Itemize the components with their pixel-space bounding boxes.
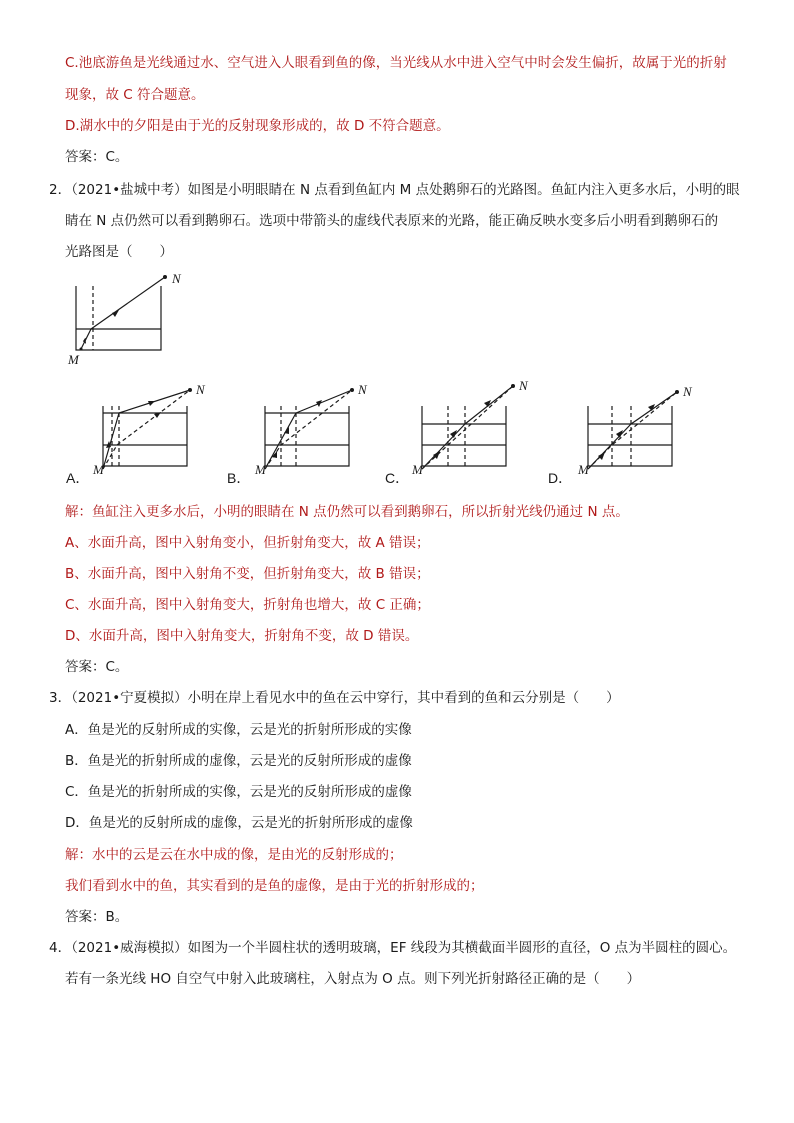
q3-answer: 答案：B。: [65, 909, 129, 925]
q2-option-b-label: B．: [227, 470, 251, 486]
q2-solution-b: B、水面升高，图中入射角不变，但折射角变大，故 B 错误；: [65, 566, 430, 582]
q2-c-point-n-label: N: [519, 378, 528, 393]
q2-option-b-figure: [250, 378, 380, 478]
q2-option-d-label: D．: [548, 470, 573, 486]
q1-option-c-explanation-line2: 现象，故 C 符合题意。: [65, 87, 205, 103]
q2-point-m-label: M: [68, 352, 79, 367]
q2-main-figure: [60, 262, 200, 372]
q2-stem-line3: 光路图是（ ）: [65, 244, 173, 260]
q2-option-a-figure: [88, 378, 218, 478]
q2-a-point-m-label: M: [93, 462, 104, 477]
q2-stem-line2: 睛在 N 点仍然可以看到鹅卵石。选项中带箭头的虚线代表原来的光路，能正确反映水变多后小明看到鹅卵石的: [65, 213, 719, 229]
q2-stem-line1: 2．（2021•盐城中考）如图是小明眼睛在 N 点看到鱼缸内 M 点处鹅卵石的光路图。鱼缸内注入更多水后，小明的眼: [49, 182, 740, 198]
q3-option-b: B．鱼是光的折射所成的虚像，云是光的反射所形成的虚像: [65, 753, 412, 769]
q2-c-point-m-label: M: [412, 462, 423, 477]
q2-b-point-m-label: M: [255, 462, 266, 477]
q2-solution-d: D、水面升高，图中入射角变大，折射角不变，故 D 错误。: [65, 628, 419, 644]
q1-answer: 答案：C。: [65, 149, 129, 165]
q3-stem: 3．（2021•宁夏模拟）小明在岸上看见水中的鱼在云中穿行，其中看到的鱼和云分别是（ ）: [49, 690, 620, 706]
q3-solution-line1: 解：水中的云是云在水中成的像，是由光的反射形成的；: [65, 847, 403, 863]
q2-solution-a: A、水面升高，图中入射角变小，但折射角变大，故 A 错误；: [65, 535, 430, 551]
q1-option-d-explanation: D.湖水中的夕阳是由于光的反射现象形成的，故 D 不符合题意。: [65, 118, 450, 134]
q3-solution-line2: 我们看到水中的鱼，其实看到的是鱼的虚像，是由于光的折射形成的；: [65, 878, 484, 894]
q1-option-c-explanation-line1: C.池底游鱼是光线通过水、空气进入人眼看到鱼的像，当光线从水中进入空气中时会发生偏折，故属于光的折射: [65, 55, 727, 71]
q2-d-point-m-label: M: [578, 462, 589, 477]
q2-option-c-label: C．: [385, 470, 410, 486]
q3-option-d: D．鱼是光的反射所成的虚像，云是光的折射所形成的虚像: [65, 815, 413, 831]
q4-stem-line1: 4．（2021•威海模拟）如图为一个半圆柱状的透明玻璃，EF 线段为其横截面半圆形的直径，O 点为半圆柱的圆心。: [49, 940, 737, 956]
q2-d-point-n-label: N: [683, 384, 692, 399]
q2-point-n-label: N: [172, 271, 181, 286]
q2-option-a-label: A．: [66, 470, 90, 486]
q3-option-a: A．鱼是光的反射所成的实像，云是光的折射所形成的实像: [65, 722, 412, 738]
q2-b-point-n-label: N: [358, 382, 367, 397]
q2-solution-c: C、水面升高，图中入射角变大，折射角也增大，故 C 正确；: [65, 597, 430, 613]
q3-option-c: C．鱼是光的折射所成的实像，云是光的反射所形成的虚像: [65, 784, 412, 800]
q2-solution: 解：鱼缸注入更多水后，小明的眼睛在 N 点仍然可以看到鹅卵石，所以折射光线仍通过 N 点。: [65, 504, 629, 520]
q4-stem-line2: 若有一条光线 HO 自空气中射入此玻璃柱，入射点为 O 点。则下列光折射路径正确的是（ ）: [65, 971, 641, 987]
q2-a-point-n-label: N: [196, 382, 205, 397]
q2-answer: 答案：C。: [65, 659, 129, 675]
q2-option-c-figure: [407, 378, 537, 478]
q2-option-d-figure: [573, 378, 703, 478]
